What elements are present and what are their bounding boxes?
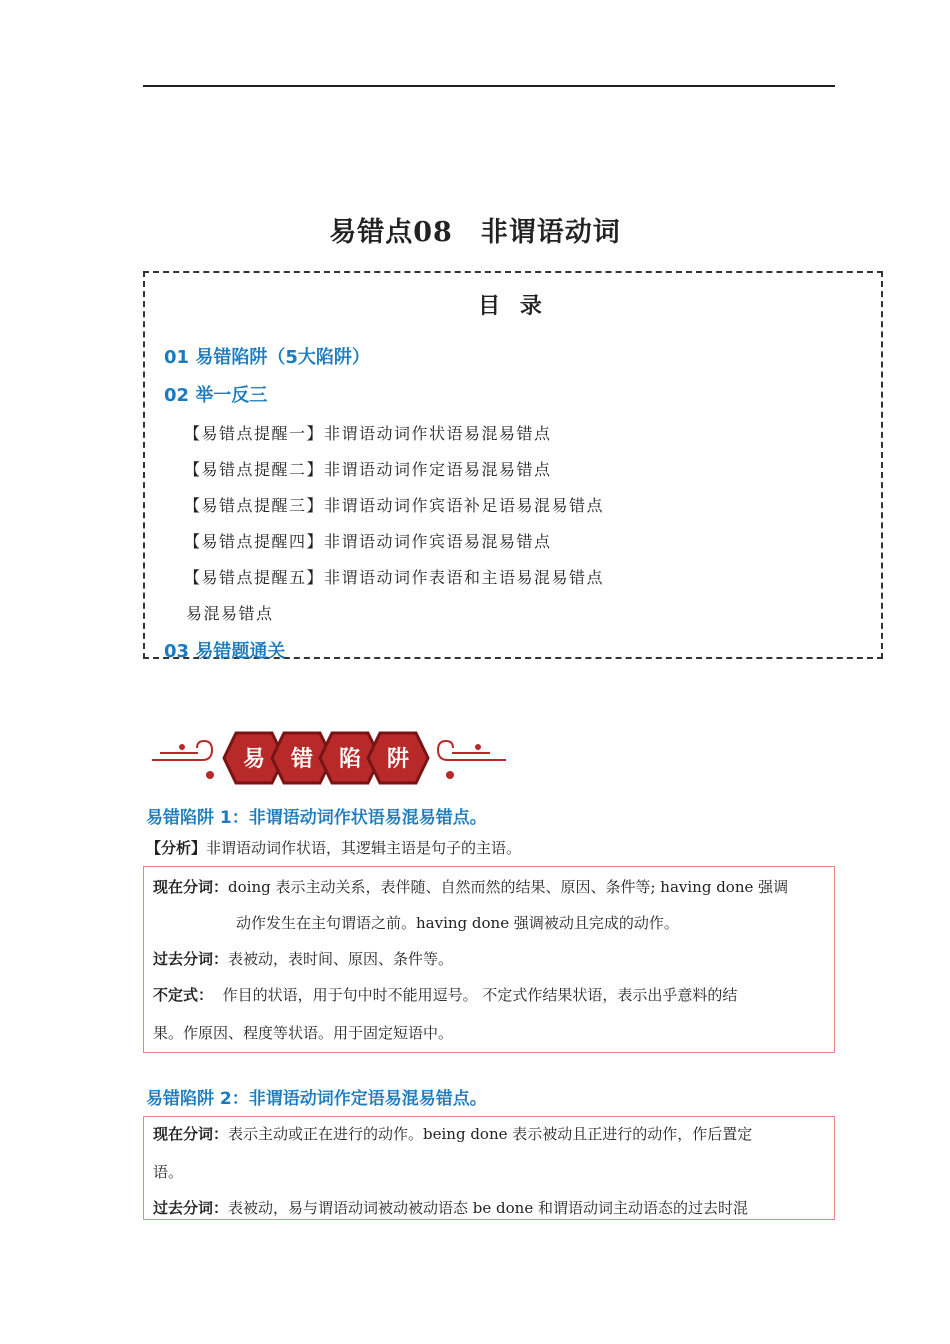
past-participle-row xyxy=(153,948,453,969)
toc-item-4[interactable]: 【易错点提醒四】非谓语动词作宾语易混易错点 xyxy=(184,532,552,551)
trap-1-box xyxy=(143,866,835,1053)
banner-char-2: 错 xyxy=(290,747,314,772)
trap-2-title: 易错陷阱 2：非谓语动词作定语易混易错点。 xyxy=(146,1089,487,1109)
trap-1-title: 易错陷阱 1：非谓语动词作状语易混易错点。 xyxy=(146,808,487,828)
t2-present-text-2: 语。 xyxy=(153,1163,184,1181)
toc-item-3[interactable]: 【易错点提醒三】非谓语动词作宾语补足语易混易错点 xyxy=(184,496,605,515)
toc-section-2[interactable]: 02 举一反三 xyxy=(164,385,268,406)
banner-dot-left xyxy=(179,744,185,750)
present-text-2: 动作发生在主句谓语之前。having done 强调被动且完成的动作。 xyxy=(236,914,679,932)
banner-char-3: 陷 xyxy=(338,747,362,772)
inf-text-2: 果。作原因、程度等状语。用于固定短语中。 xyxy=(153,1024,454,1042)
analysis-text: 非谓语动词作状语，其逻辑主语是句子的主语。 xyxy=(206,839,522,857)
banner-char-4: 阱 xyxy=(386,747,410,772)
infinitive-row xyxy=(153,984,737,1005)
present-text-1: doing 表示主动关系，表伴随、自然而然的结果、原因、条件等; having done 强调 xyxy=(228,878,789,896)
present-label: 现在分词： xyxy=(153,878,229,896)
toc-item-5[interactable]: 【易错点提醒五】非谓语动词作表语和主语易混易错点 xyxy=(184,568,605,587)
t2-present-text-1: 表示主动或正在进行的动作。being done 表示被动且正进行的动作，作后置定 xyxy=(228,1125,753,1143)
present-participle-row xyxy=(153,876,788,897)
toc-item-2[interactable]: 【易错点提醒二】非谓语动词作定语易混易错点 xyxy=(184,460,552,479)
t2-present-label: 现在分词： xyxy=(153,1125,229,1143)
banner-char-1: 易 xyxy=(242,747,266,772)
toc-section-1[interactable]: 01 易错陷阱（5大陷阱） xyxy=(164,347,370,368)
t2-past-row xyxy=(153,1197,748,1218)
t2-present-row xyxy=(153,1123,752,1144)
past-text: 表被动，表时间、原因、条件等。 xyxy=(228,950,454,968)
analysis-label: 【分析】 xyxy=(146,839,207,857)
toc-item-extra: 易混易错点 xyxy=(186,604,274,623)
trap-2-box xyxy=(143,1116,835,1220)
t2-past-text: 表被动，易与谓语动词被动被动语态 be done 和谓语动词主动语态的过去时混 xyxy=(228,1199,748,1217)
document-title: 易错点08 非谓语动词 xyxy=(329,217,621,248)
t2-past-label: 过去分词： xyxy=(153,1199,229,1217)
toc-heading: 目 录 xyxy=(478,294,548,319)
header-rule xyxy=(143,85,835,87)
toc-item-1[interactable]: 【易错点提醒一】非谓语动词作状语易混易错点 xyxy=(184,424,552,443)
past-label: 过去分词： xyxy=(153,950,229,968)
toc-section-3[interactable]: 03 易错题通关 xyxy=(164,641,286,662)
inf-text-1: 作目的状语，用于句中时不能用逗号。 不定式作结果状语，表示出乎意料的结 xyxy=(222,986,738,1004)
inf-label: 不定式： xyxy=(153,986,214,1004)
trap-banner xyxy=(150,727,510,787)
trap-1-analysis xyxy=(146,837,521,858)
table-of-contents xyxy=(143,271,883,662)
